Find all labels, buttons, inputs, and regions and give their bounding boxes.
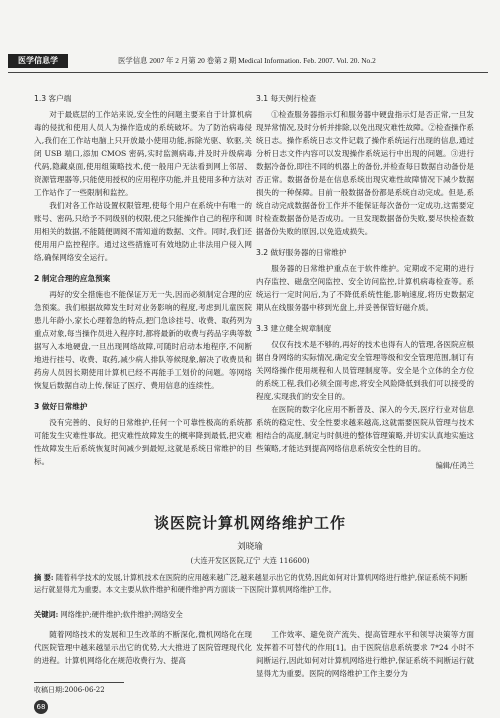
section-heading: 3.3 建立健全规章制度	[256, 324, 332, 333]
header-rule	[8, 72, 488, 73]
paragraph: 服务器的日常维护重点在于软件维护。定期或不定期的进行内存监控、磁盘空间监控、安全访问监控,计算机病毒检查等。系统运行一定时间后,为了不降低系统性能,影响速度,将历史数据定期从在线服务器中移到光盘上,并妥善保管好磁介质。	[256, 264, 474, 312]
author-affiliation: (大连开发区医院,辽宁 大连 116600)	[190, 556, 310, 565]
body-left-column	[34, 628, 252, 667]
keywords-text: 网络维护;硬件维护;软件维护;网络安全	[60, 610, 183, 619]
paragraph: 仅仅有技术是不够的,再好的技术也得有人的管理,各医院应根据自身网络的实际情况,确定安全管理等级和安全管理范围,制订有关网络操作使用规程和人员管理制度等。安全是个立体的全方位的系统工程,我们必须全面考虑,将安全风险降低到我们可以接受的程度,实现我们的安全目的。	[256, 340, 474, 401]
section-heading: 2 制定合理的应急预案	[34, 274, 111, 283]
paragraph: 对于最底层的工作站来说,安全性的问题主要来自于计算机病毒的侵扰和使用人员人为操作造成的系统破坏。为了防治病毒侵入,我们在工作站电脑上只开放最小使用功能,拆除光驱、软驱,关闭 USB 端口,添加 CMOS 密码,实时监测病毒,并及时升级病毒代码,隐藏桌面,使用组策略技术,使一般用户无法看到网上邻居、资源管理器等,只能使用授权的应用程序功能,并且使用多种方法对工作站作了一些限制和监控。	[34, 110, 252, 197]
article-title: 谈医院计算机网络维护工作	[153, 514, 346, 532]
article-author: 刘晓瑜	[237, 542, 263, 552]
section-heading: 3 做好日常维护	[34, 402, 88, 411]
body-right-column	[256, 628, 474, 680]
paragraph: 我们对各工作站设置权限管理,使每个用户在系统中有唯一的账号、密码,只给予不同级别的权限,使之只能操作自己的程序和调用相关的数据,不能随便调阅不需知道的数据、文件。同时,我们还使用用户监控程序。通过这些措施可有效地防止非法用户侵入网络,确保网络安全运行。	[34, 201, 252, 262]
page-number: 68	[34, 700, 48, 714]
abstract-label: 摘 要:	[34, 573, 54, 582]
section-heading: 3.2 做好服务器的日常维护	[256, 248, 347, 257]
left-column	[34, 92, 252, 468]
paragraph: 工作效率、避免资产流失、提高管理水平和领导决策等方面发挥着不可替代的作用[1]。由于医院信息系统要求 7*24 小时不间断运行,因此如何对计算机网络进行维护,保证系统不间断运行就显得尤为重要。医院的网络维护工作主要分为	[256, 630, 474, 678]
received-date: 收稿日期:2006-06-22	[34, 686, 105, 694]
abstract	[34, 572, 474, 596]
footnote-rule	[34, 682, 124, 683]
journal-badge: 医学信息学	[8, 54, 68, 68]
paragraph: 在医院的数字化应用不断普及、深入的今天,医疗行业对信息系统的稳定性、安全性要求越来越高,这就需要医院从管理与技术相结合的高度,制定与时俱进的整体管理策略,并切实认真地实施这些策略,才能达到提高网络信息系统安全性的目的。	[256, 405, 474, 453]
paragraph: 没有完善的、良好的日常维护,任何一个可靠性极高的系统都可能发生灾难性事故。把灾难性故障发生的概率降到最低,把灾难性故障发生后系统恢复时间减少到最短,这就是系统日常维护的目标。	[34, 418, 252, 466]
right-column	[256, 92, 474, 472]
section-heading: 1.3 客户端	[34, 94, 72, 103]
paragraph: ①检查服务器指示灯和服务器中硬盘指示灯是否正常,一旦发现异常情况,及时分析并排除,以免出现灾难性故障。②检查操作系统日志。操作系统日志文件记载了操作系统运行出现的信息,通过分析日志文件内容可以发现操作系统运行中出现的问题。③进行数据冷备份,即往不同的机器上的备份,并检查每日数据自动备份是否正常。数据备份是在信息系统出现灾难性故障情况下减少数据损失的一种保障。目前一般数据备份都是系统自动完成。但是,系统自动完成数据备份工作并不能保证每次备份一定成功,这需要定时检查数据备份是否成功。一旦发现数据备份失败,要尽快检查数据备份失败的原因,以免造成损失。	[256, 110, 474, 236]
paragraph: 随着网络技术的发展和卫生改革的不断深化,微机网络化在现代医院管理中越来越显示出它的优势,大大推进了医院管理现代化的进程。计算机网络化在规范收费行为、提高	[34, 630, 252, 665]
section-heading: 3.1 每天例行检查	[256, 94, 317, 103]
journal-header: 医学信息 2007 年 2 月第 20 卷第 2 期 Medical Information. Feb. 2007. Vol. 20. No.2	[118, 56, 376, 65]
keywords-label: 关键词:	[34, 610, 59, 619]
keywords	[34, 610, 474, 620]
editor-credit: 编辑/任鸿兰	[435, 461, 474, 470]
paragraph: 再好的安全措施也不能保证万无一失,因而必须制定合理的应急预案。我们根据故障发生时对业务影响的程度,考虑到儿童医院患儿年龄小,家长心理着急的特点,把门急诊挂号、收费、取药列为重点对象,每当操作员进入程序时,都将最新的收费与药品字典等数据写入本地硬盘,一旦出现网络故障,可随时启动本地程序,不间断地进行挂号、收费、取药,减少病人排队等候现象,解决了收费员和药房人员因长期使用计算机已经不再能手工划价的问题。等网络恢复后数据自动上传,保证了医疗、费用信息的连续性。	[34, 290, 252, 390]
abstract-text: 随着科学技术的发展,计算机技术在医院的应用越来越广泛,越来越显示出它的优势,因此如何对计算机网络进行维护,保证系统不间断运行就显得尤为重要。本文主要从软件维护和硬件维护两方面谈一下医院计算机网络维护工作。	[34, 573, 468, 594]
